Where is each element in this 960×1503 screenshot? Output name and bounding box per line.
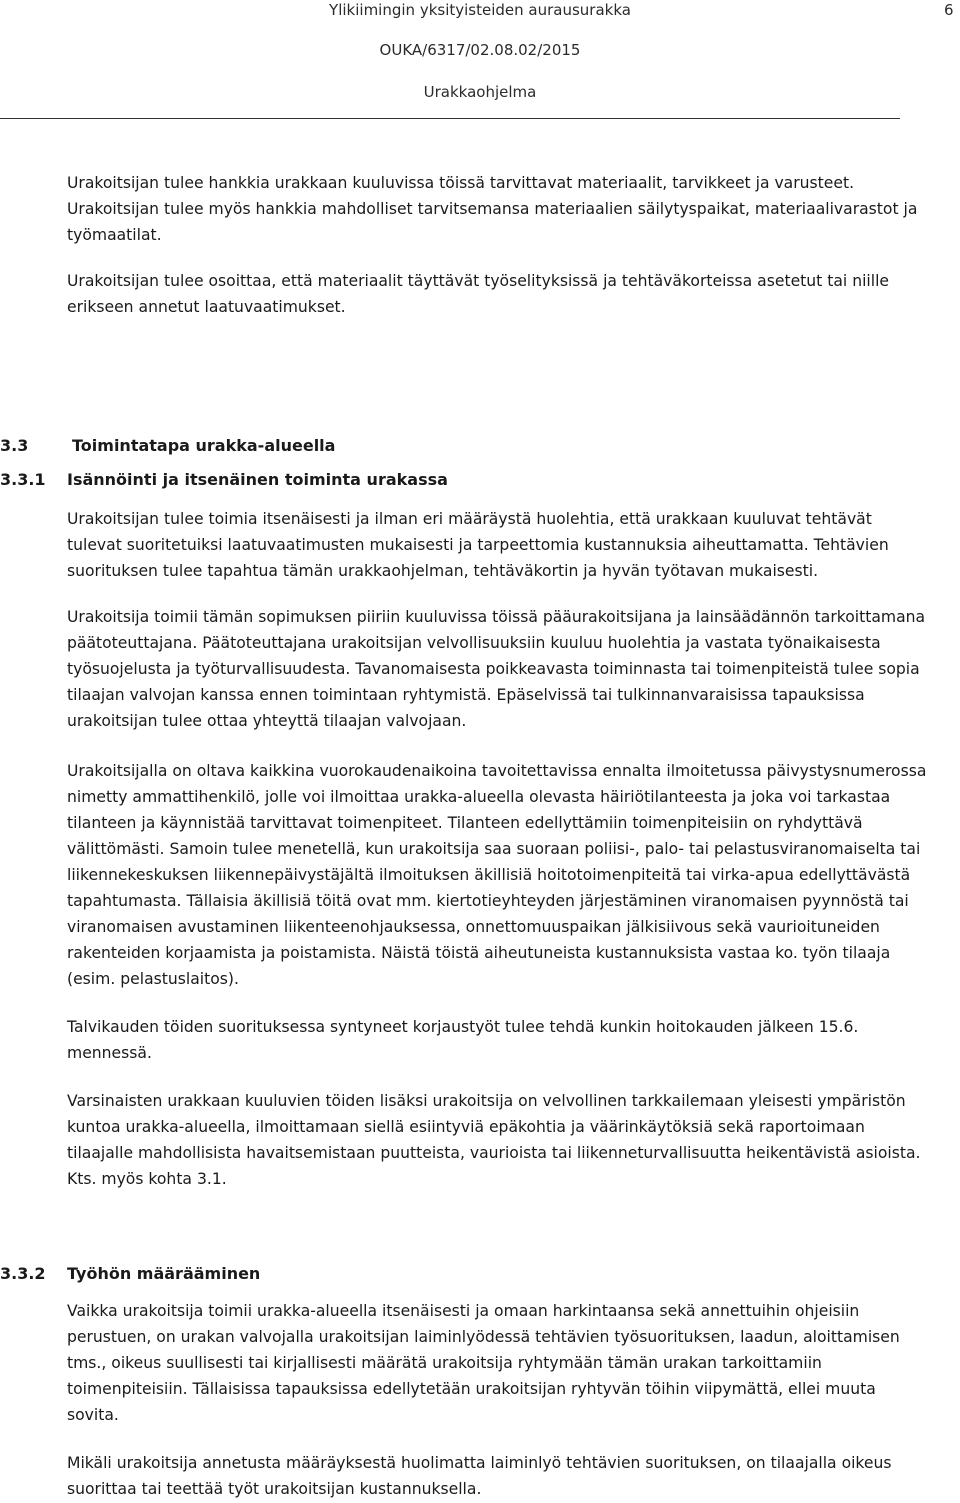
section-title: Toimintatapa urakka-alueella [72,436,336,455]
intro-paragraph-2: Urakoitsijan tulee osoittaa, että materiaalit täyttävät työselityksissä ja tehtäväkorteissa asetetut tai niille erikseen annetut laatuvaatimukset. [67,272,889,316]
header-rule [0,118,900,119]
section-3-3-1-paragraph-4: Talvikauden töiden suorituksessa syntyneet korjaustyöt tulee tehdä kunkin hoitokauden jälkeen 15.6. mennessä. [67,1018,859,1062]
section-title: Isännöinti ja itsenäinen toiminta urakassa [67,470,448,489]
intro-paragraph-1: Urakoitsijan tulee hankkia urakkaan kuuluvissa töissä tarvittavat materiaalit, tarvikkeet ja varusteet. Urakoitsijan tulee myös hankkia mahdolliset tarvitsemansa materiaalien säilytyspaikat, materiaalivarastot ja työmaatilat. [67,174,918,244]
section-number: 3.3 [0,436,29,455]
section-3-3-2-paragraph-1: Vaikka urakoitsija toimii urakka-alueella itsenäisesti ja omaan harkintaansa sekä annettuihin ohjeisiin perustuen, on urakan valvojalla urakoitsijan laiminlyödessä tehtävien työsuorituksen, laadun, aloittamisen tms., oikeus suullisesti tai kirjallisesti määrätä urakoitsija ryhtymään tämän urakan tarkoittamiin toimenpiteisiin. Tällaisissa tapauksissa edellytetään urakoitsijan ryhtyvän töihin viipymättä, ellei muuta sovita. [67,1302,900,1424]
section-3-3-1-paragraph-1: Urakoitsijan tulee toimia itsenäisesti ja ilman eri määräystä huolehtia, että urakkaan kuuluvat tehtävät tulevat suoritetuiksi laatuvaatimusten mukaisesti ja tarpeettomia kustannuksia aiheuttamatta. Tehtävien suorituksen tulee tapahtua tämän urakkaohjelman, tehtäväkortin ja hyvän työtavan mukaisesti. [67,510,889,580]
section-number: 3.3.2 [0,1264,46,1283]
section-title: Työhön määrääminen [67,1264,261,1283]
page-number: 6 [944,1,954,19]
header-title: Ylikiimingin yksityisteiden aurausurakka [329,1,631,19]
section-3-3-1-paragraph-2: Urakoitsija toimii tämän sopimuksen piiriin kuuluvissa töissä pääurakoitsijana ja lainsäädännön tarkoittamana päätoteuttajana. Päätoteuttajana urakoitsijan velvollisuuksiin kuuluu huolehtia ja vastata työnaikaisesta työsuojelusta ja työturvallisuudesta. Tavanomaisesta poikkeavasta toiminnasta tai toimenpiteistä tulee sopia tilaajan valvojan kanssa ennen toimintaan ryhtymistä. Epäselvissä tai tulkinnanvaraisissa tapauksissa urakoitsijan tulee ottaa yhteyttä tilaajan valvojaan. [67,608,926,730]
section-3-3-2-paragraph-2: Mikäli urakoitsija annetusta määräyksestä huolimatta laiminlyö tehtävien suorituksen, on tilaajalla oikeus suorittaa tai teettää työt urakoitsijan kustannuksella. [67,1454,892,1498]
section-3-3-1-paragraph-5: Varsinaisten urakkaan kuuluvien töiden lisäksi urakoitsija on velvollinen tarkkailemaan yleisesti ympäristön kuntoa urakka-alueella, ilmoittamaan siellä esiintyviä epäkohtia ja väärinkäytöksiä sekä raportoimaan tilaajalle mahdollisista havaitsemistaan puutteista, vaurioista tai liikenneturvallisuutta heikentävistä asioista. Kts. myös kohta 3.1. [67,1092,921,1188]
section-3-3-1-paragraph-3: Urakoitsijalla on oltava kaikkina vuorokaudenaikoina tavoitettavissa ennalta ilmoitetussa päivystysnumerossa nimetty ammattihenkilö, jolle voi ilmoittaa urakka-alueella olevasta häiriötilanteesta ja joka voi tarkastaa tilanteen ja käynnistää tarvittavat toimenpiteet. Tilanteen edellyttämiin toimenpiteisiin on ryhdyttävä välittömästi. Samoin tulee menetellä, kun urakoitsija saa suoraan poliisi-, palo- tai pelastusviranomaiselta tai liikennekeskuksen liikennepäivystäjältä ilmoituksen äkillisiä hoitotoimenpiteitä tai virka-apua edellyttävästä tapahtumasta. Tällaisia äkillisiä töitä ovat mm. kiertotieyhteyden järjestäminen viranomaisen pyynnöstä tai viranomaisen avustaminen liikenteenohjauksessa, onnettomuuspaikan jälkisiivous sekä vaurioituneiden rakenteiden korjaamista ja poistamista. Näistä töistä aiheutuneista kustannuksista vastaa ko. työn tilaaja (esim. pelastuslaitos). [67,762,927,988]
header-reference: OUKA/6317/02.08.02/2015 [379,41,581,59]
header-document: Urakkaohjelma [423,83,537,101]
section-number: 3.3.1 [0,470,46,489]
